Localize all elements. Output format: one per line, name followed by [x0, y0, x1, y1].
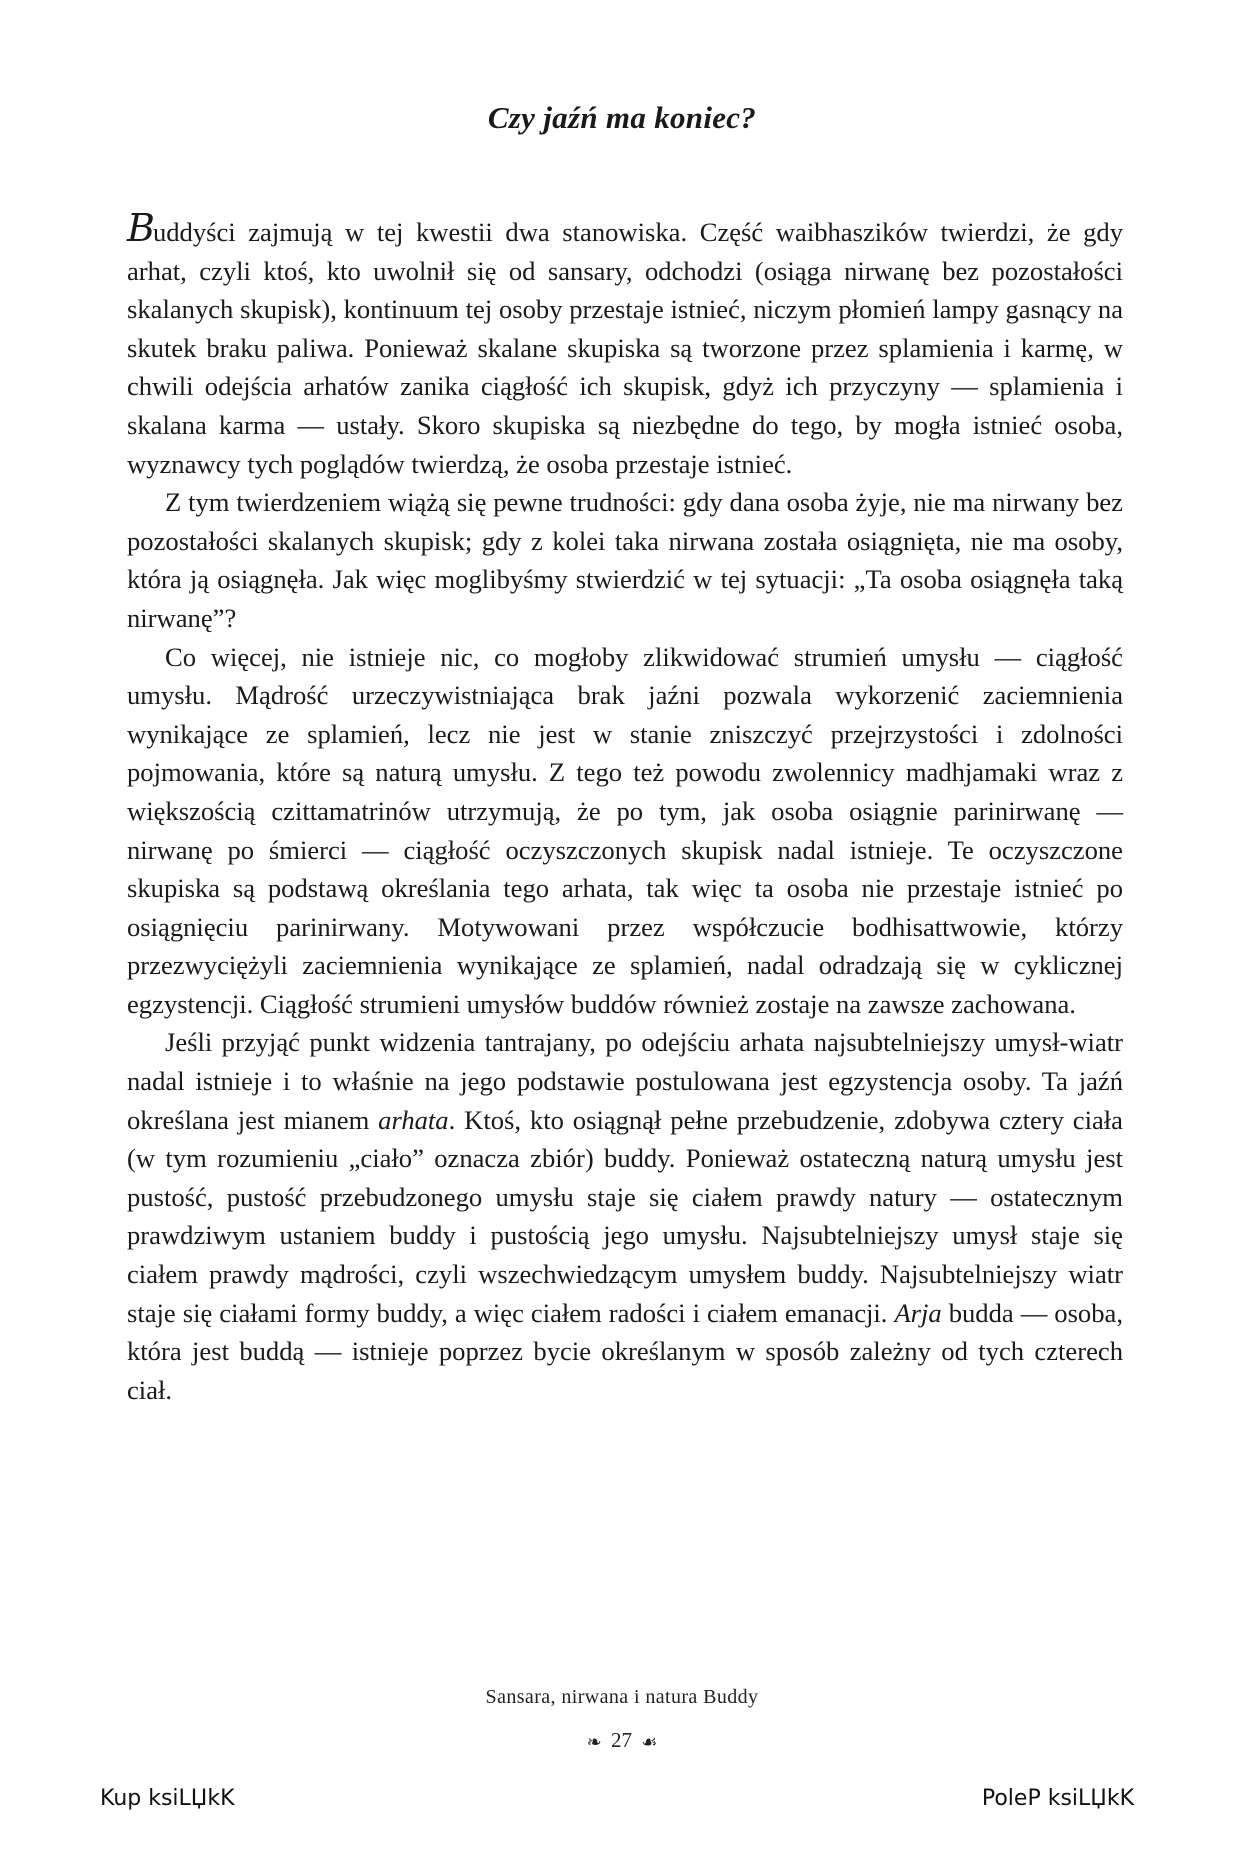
- body-text: [127, 206, 1123, 1409]
- paragraph-1: [127, 206, 1123, 483]
- term-arja: Arja: [894, 1297, 942, 1328]
- paragraph-2: Z tym twierdzeniem wiążą się pewne trudności: gdy dana osoba żyje, nie ma nirwany bez pozostałości skalanych skupisk; gdy z kolei taka nirwana została osiągnięta, nie ma osoby, która ją osiągnęła. Jak więc moglibyśmy stwierdzić w tej sytuacji: „Ta osoba osiągnęła taką nirwanę”?: [127, 487, 1123, 633]
- paragraph-4-part-1: Jeśli przyjąć punkt widzenia tantrajany, po odejściu arhata najsubtelniejszy umysł-wiatr nadal istnieje i to właśnie na jego podstawie postulowana jest egzystencja osoby. Ta jaźń określana jest mianem: [127, 1027, 1123, 1135]
- paragraph-4: [127, 1023, 1123, 1409]
- right-fleuron-icon: ☙: [641, 1731, 658, 1752]
- paragraph-3: Co więcej, nie istnieje nic, co mogłoby zlikwidować strumień umysłu — ciągłość umysłu. Mądrość urzeczywistniająca brak jaźni pozwala wykorzenić zaciemnienia wynikające ze splamień, lecz nie jest w stanie zniszczyć przejrzystości i zdolności pojmowania, które są naturą umysłu. Z tego też powodu zwolennicy madhjamaki wraz z większością czittamatrinów utrzymują, że po tym, jak osoba osiągnie parinirwanę — nirwanę po śmierci — ciągłość oczyszczonych skupisk nadal istnieje. Te oczyszczone skupiska są podstawą określania tego arhata, tak więc ta osoba nie przestaje istnieć po osiągnięciu parinirwany. Motywowani przez współczucie bodhisattwowie, którzy przezwyciężyli zaciemnienia wynikające ze splamień, nadal odradzają się w cyklicznej egzystencji. Ciągłość strumieni umysłów buddów również zostaje na zawsze zachowana.: [127, 641, 1123, 1019]
- page-number: 27: [610, 1728, 632, 1752]
- running-footer-title: Sansara, nirwana i natura Buddy: [485, 1686, 759, 1708]
- page-number-row: [0, 1728, 1244, 1753]
- recommend-book-link[interactable]: PoleP ksiLЏkK: [981, 1786, 1134, 1811]
- paragraph-1-text: uddyści zajmują w tej kwestii dwa stanowiska. Część waibhaszików twierdzi, że gdy arhat, czyli ktoś, kto uwolnił się od sansary, odchodzi (osiąga nirwanę bez pozostałości skalanych skupisk), kontinuum tej osoby przestaje istnieć, niczym płomień lampy gasnący na skutek braku paliwa. Ponieważ skalane skupiska są tworzone przez splamienia i karmę, w chwili odejścia arhatów zanika ciągłość ich skupisk, gdyż ich przyczyny — splamienia i skalana karma — ustały. Skoro skupiska są niezbędne do tego, by mogła istnieć osoba, wyznawcy tych poglądów twierdzą, że osoba przestaje istnieć.: [127, 217, 1123, 479]
- paragraph-4-part-3: budda — osoba, która jest buddą — istnieje poprzez bycie określanym w sposób zależny od tych czterech ciał.: [127, 1297, 1123, 1405]
- buy-book-link[interactable]: Kup ksiLЏkK: [100, 1786, 235, 1811]
- paragraph-4-part-2: . Ktoś, kto osiągnął pełne przebudzenie, zdobywa cztery ciała (w tym rozumieniu „ciało” oznacza zbiór) buddy. Ponieważ ostateczną naturą umysłu jest pustość, pustość przebudzonego umysłu staje się ciałem prawdy natury — ostatecznym prawdziwym ustaniem buddy i pustością jego umysłu. Najsubtelniejszy umysł staje się ciałem prawdy mądrości, czyli wszechwiedzącym umysłem buddy. Najsubtelniejszy wiatr staje się ciałami formy buddy, a więc ciałem radości i ciałem emanacji.: [127, 1104, 1123, 1328]
- drop-cap: B: [127, 206, 153, 250]
- left-fleuron-icon: ❧: [586, 1731, 602, 1752]
- chapter-title: Czy jaźń ma koniec?: [487, 100, 757, 135]
- term-arhata: arhata: [378, 1104, 449, 1135]
